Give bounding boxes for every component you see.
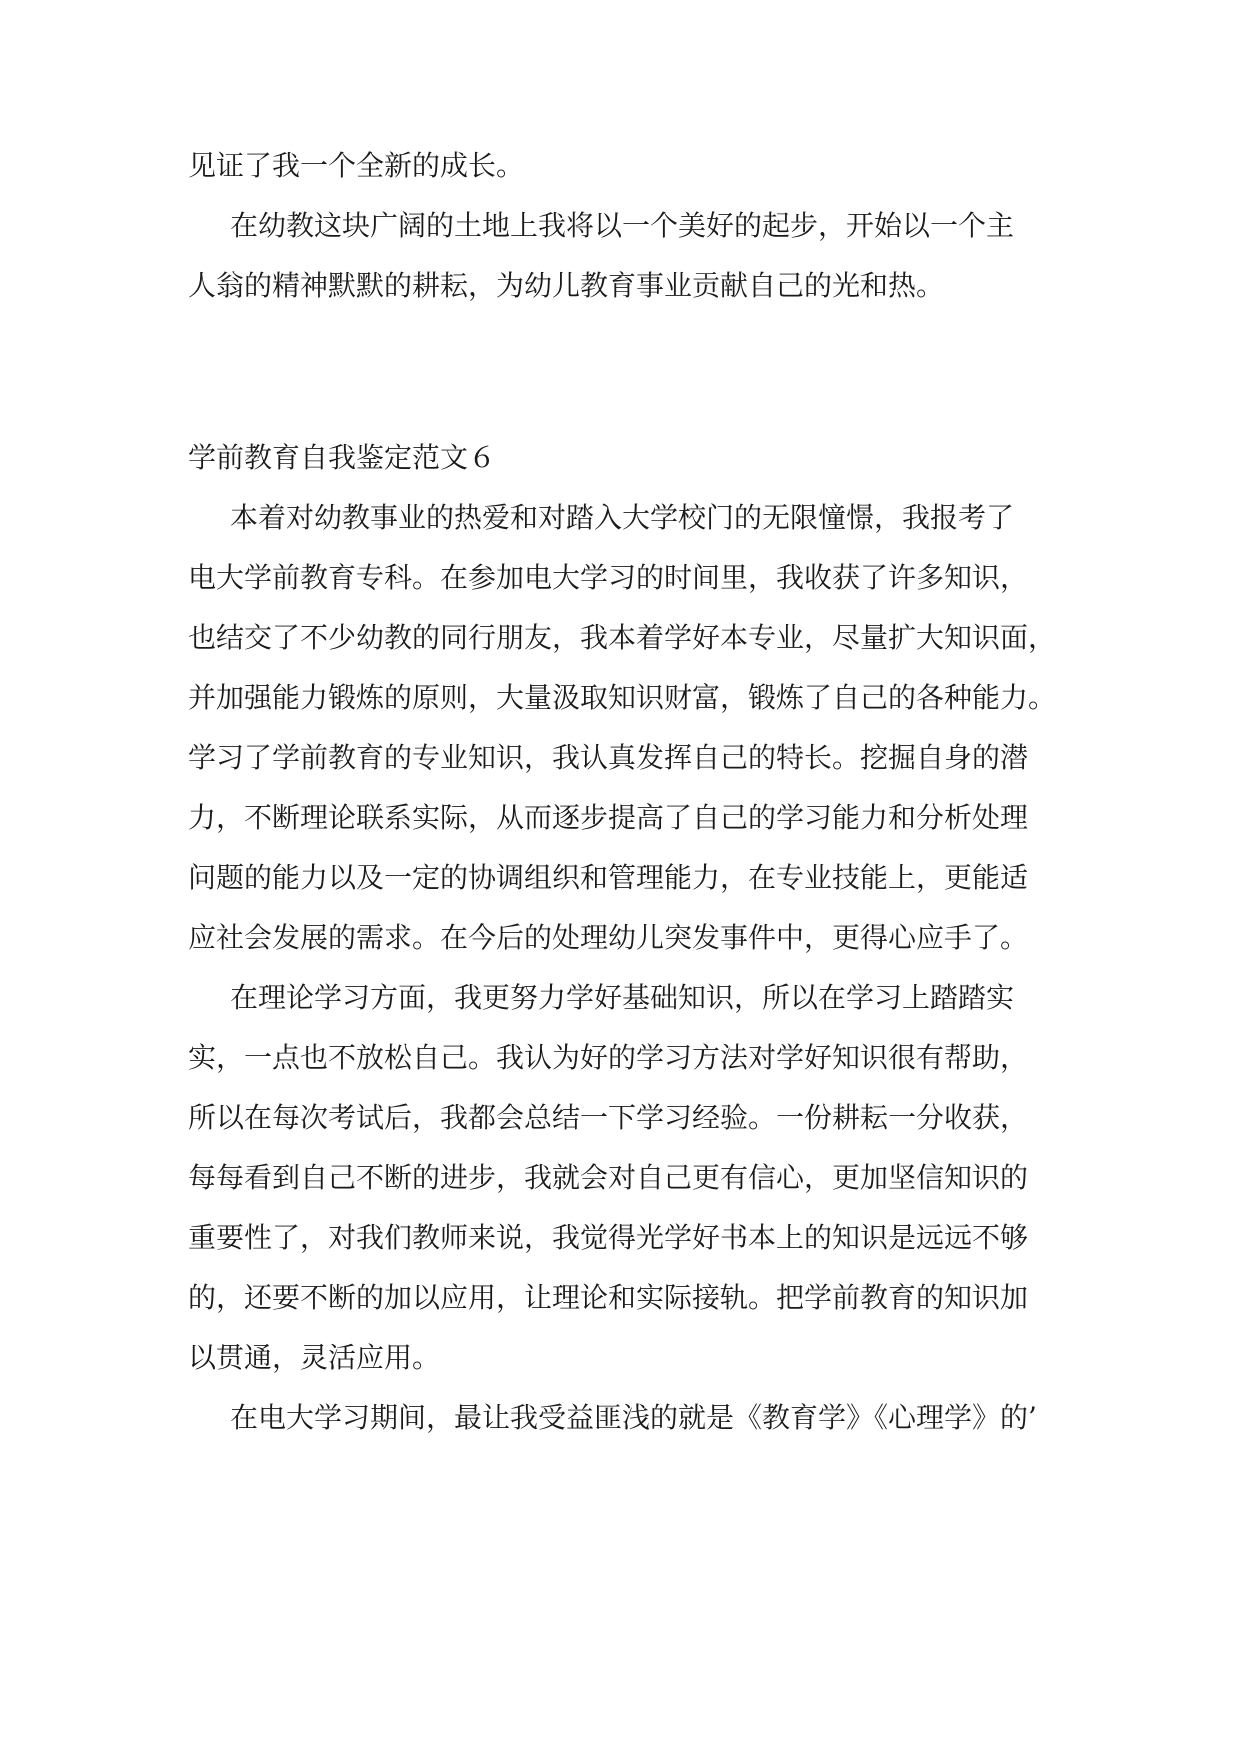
paragraph-line: 在幼教这块广阔的土地上我将以一个美好的起步，开始以一个主 — [230, 209, 1015, 242]
paragraph-line: 学习了学前教育的专业知识，我认真发挥自己的特长。挖掘自身的潜 — [188, 741, 1029, 774]
paragraph-line: 在理论学习方面，我更努力学好基础知识，所以在学习上踏踏实 — [230, 981, 1015, 1014]
paragraph-line: 并加强能力锻炼的原则，大量汲取知识财富，锻炼了自己的各种能力。 — [188, 681, 1057, 714]
paragraph-line: 应社会发展的需求。在今后的处理幼儿突发事件中，更得心应手了。 — [188, 921, 1029, 954]
paragraph-line: 见证了我一个全新的成长。 — [188, 149, 525, 182]
paragraph-line: 实，一点也不放松自己。我认为好的学习方法对学好知识很有帮助， — [188, 1041, 1029, 1074]
paragraph-line: 力，不断理论联系实际，从而逐步提高了自己的学习能力和分析处理 — [188, 801, 1029, 834]
paragraph-line: 人翁的精神默默的耕耘，为幼儿教育事业贡献自己的光和热。 — [188, 269, 945, 302]
paragraph-line: 所以在每次考试后，我都会总结一下学习经验。一份耕耘一分收获， — [188, 1101, 1029, 1134]
paragraph-line: 重要性了，对我们教师来说，我觉得光学好书本上的知识是远远不够 — [188, 1221, 1029, 1254]
paragraph-line: 电大学前教育专科。在参加电大学习的时间里，我收获了许多知识， — [188, 561, 1029, 594]
paragraph-line: 的，还要不断的加以应用，让理论和实际接轨。把学前教育的知识加 — [188, 1281, 1029, 1314]
paragraph-line: 问题的能力以及一定的协调组织和管理能力，在专业技能上，更能适 — [188, 861, 1029, 894]
paragraph-line: 本着对幼教事业的热爱和对踏入大学校门的无限憧憬，我报考了 — [230, 501, 1015, 534]
paragraph-line: 每每看到自己不断的进步，我就会对自己更有信心，更加坚信知识的 — [188, 1161, 1029, 1194]
paragraph-line: 也结交了不少幼教的同行朋友，我本着学好本专业，尽量扩大知识面， — [188, 621, 1057, 654]
paragraph-line: 以贯通，灵活应用。 — [188, 1341, 441, 1374]
paragraph-line: 在电大学习期间，最让我受益匪浅的就是《教育学》《心理学》的’ — [230, 1401, 1037, 1434]
section-heading: 学前教育自我鉴定范文６ — [188, 441, 497, 474]
